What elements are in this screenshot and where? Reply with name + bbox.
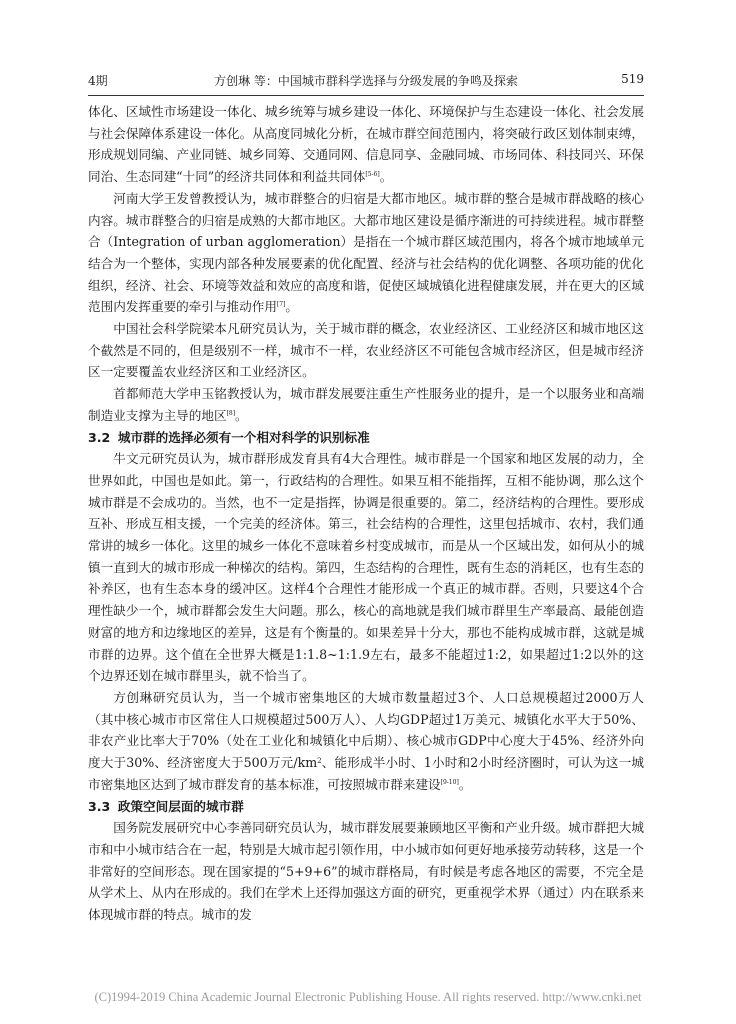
running-title: 方创琳 等：中国城市群科学选择与分级发展的争鸣及探索: [214, 74, 518, 88]
paragraph-continued: 体化、区域性市场建设一体化、城乡统筹与城乡建设一体化、环境保护与生态建设一体化、社会发展与社会保障体系建设一体化。从高度同城化分析，在城市群空间范围内，将突破行政区划体制束缚，形成规划同编、产业同链、城乡同筹、交通同网、信息同享、金融同城、市场同体、科技同兴、环保同治、生态同建“十同”的经济共同体和利益共同体[5-6]。: [88, 104, 644, 185]
paragraph-fang-chuanglin: 方创琳研究员认为，当一个城市密集地区的大城市数量超过3个、人口总规模超过2000万人（其中核心城市市区常住人口规模超过500万人）、人均GDP超过1万美元、城镇化水平大于50%、非农产业比率大于70%（处在工业化和城镇化中后期）、核心城市GDP中心度大于45%、经济外向度大于30%、经济密度大于500万元$/km^2$、能形成半小时、1小时和2小时经济圈时，可认为这一城市密集地区达到了城市群发育的基本标准，可按照城市群来建设[9-10]。: [88, 689, 644, 792]
header-divider: [88, 95, 644, 96]
citation[interactable]: [5-6]: [365, 171, 380, 179]
section-heading-3-3: 3.3 政策空间层面的城市群: [88, 798, 244, 814]
paragraph-wang-facing: 河南大学王发曾教授认为，城市群整合的归宿是大都市地区。城市群的整合是城市群战略的核心内容。城市群整合的归宿是成熟的大都市地区。大都市地区建设是循序渐进的可持续进程。城市群整合（Integration of urban agglomeration）是指在一个城市群区域范围内，将各个城市地域单元结合为一个整体，实现内部各种发展要素的优化配置、经济与社会结构的优化调整、各项功能的优化组织，经济、社会、环境等效益和效应的高度和谐，促使区域城镇化进程健康发展，并在更大的区域范围内发挥重要的牵引与推动作用[7]。: [88, 190, 644, 315]
copyright-footer: (C)1994-2019 China Academic Journal Electronic Publishing House. All rights reserved. http://www.cnki.net: [94, 990, 642, 1004]
page-header: [88, 70, 644, 92]
article-body: [88, 101, 644, 926]
paragraph-liang-benfan: 中国社会科学院梁本凡研究员认为，关于城市群的概念，农业经济区、工业经济区和城市地区这个截然是不同的，但是级别不一样，城市不一样，农业经济区不可能包含城市经济区，但是城市经济区一定要覆盖农业经济区和工业经济区。: [88, 321, 644, 380]
paragraph-niu-wenyuan: 牛文元研究员认为，城市群形成发育具有4大合理性。城市群是一个国家和地区发展的动力，全世界如此，中国也是如此。第一，行政结构的合理性。如果互相不能指挥，互相不能协调，那么这个城市群是不会成功的。当然，也不一定是指挥，协调是很重要的。第二，经济结构的合理性。要形成互补、形成互相支援，一个完美的经济体。第三，社会结构的合理性，这里包括城市、农村，我们通常讲的城乡一体化。这里的城乡一体化不意味着乡村变成城市，而是从一个区域出发，如何从小的城镇一直到大的城市形成一种梯次的结构。第四，生态结构的合理性，既有生态的消耗区，也有生态的补养区，也有生态本身的缓冲区。这样4个合理性才能形成一个真正的城市群。否则，只要这4个合理性缺少一个，城市群都会发生大问题。那么，核心的高地就是我们城市群里生产率最高、最能创造财富的地方和边缘地区的差异，这是有个衡量的。如果差异十分大，那也不能构成城市群，这就是城市群的边界。这个值在全世界大概是1:1.8~1:1.9左右，最多不能超过1:2，如果超过1:2以外的这个边界还划在城市群里头，就不恰当了。: [88, 451, 644, 684]
journal-issue: 4期: [88, 74, 108, 88]
citation[interactable]: [7]: [276, 301, 286, 309]
paragraph-shen-yuming: 首都师范大学申玉铭教授认为，城市群发展要注重生产性服务业的提升，是一个以服务业和高端制造业支撑为主导的地区[8]。: [88, 386, 644, 423]
citation[interactable]: [8]: [226, 409, 236, 417]
paragraph-li-shantong: 国务院发展研究中心李善同研究员认为，城市群发展要兼顾地区平衡和产业升级。城市群把大城市和中小城市结合在一起，特别是大城市起引领作用，中小城市如何更好地承接劳动转移，这是一个非常好的空间形态。现在国家提的“5+9+6”的城市群格局，有时候是考虑各地区的需要，不完全是从学术上、从内在形成的。我们在学术上还得加强这方面的研究，更重视学术界（通过）内在联系来体现城市群的特点。城市的发: [88, 820, 644, 923]
page-number: 519: [621, 72, 644, 86]
citation[interactable]: [9-10]: [440, 778, 459, 786]
section-heading-3-2: 3.2 城市群的选择必须有一个相对科学的识别标准: [88, 429, 370, 445]
